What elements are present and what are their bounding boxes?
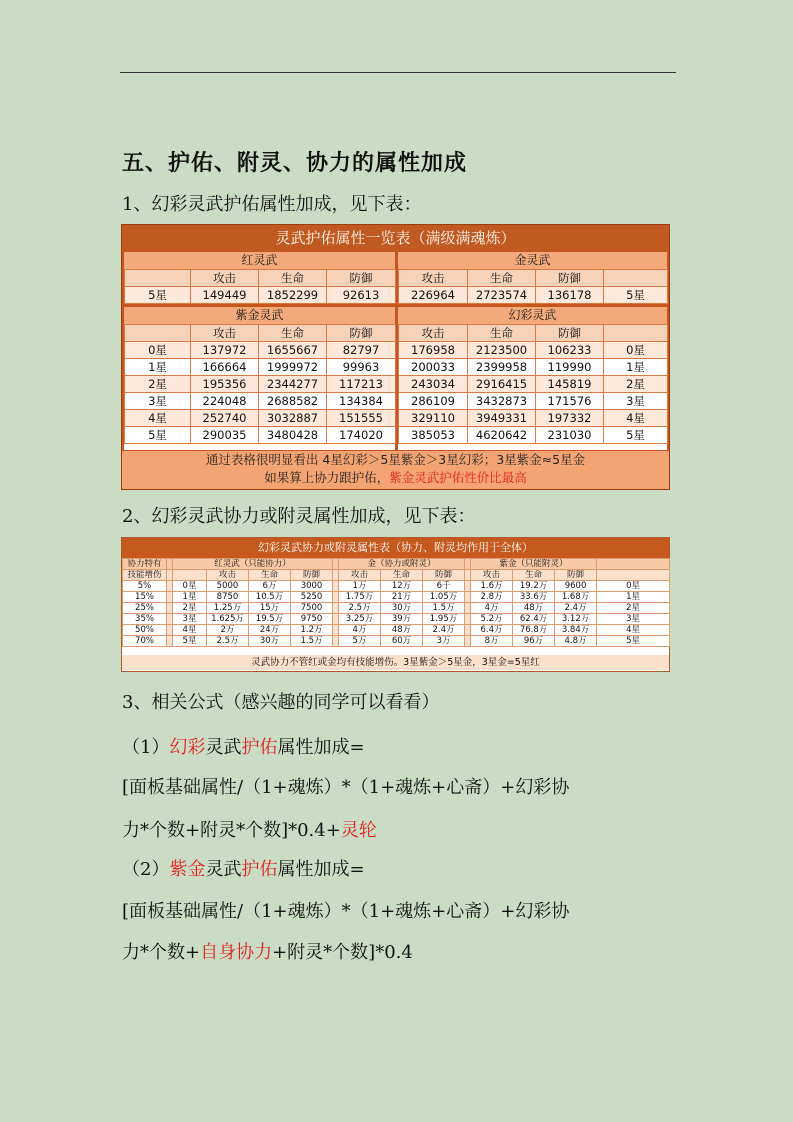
rainbow-header-cell xyxy=(604,325,668,342)
table-cell: 15% xyxy=(123,592,167,603)
table-cell: 1.625万 xyxy=(207,614,249,625)
corner-label-2: 技能增伤 xyxy=(123,570,167,581)
table-cell: 5250 xyxy=(291,592,333,603)
table-cell: 197332 xyxy=(536,410,604,427)
table-cell: 0星 xyxy=(604,342,668,359)
table-row xyxy=(123,592,670,603)
table1-footer xyxy=(122,451,669,489)
formula-1-rainbow: 幻彩 xyxy=(169,737,206,758)
table-cell: 4星 xyxy=(125,410,191,427)
red-hp-header: 生命 xyxy=(249,570,291,581)
rainbow-header-cell: 攻击 xyxy=(399,325,468,342)
gold-header-cell: 防御 xyxy=(536,270,604,287)
table-cell: 166664 xyxy=(191,359,259,376)
formula-1-line3 xyxy=(122,816,377,842)
table-cell: 3.84万 xyxy=(555,625,597,636)
table-cell: 0星 xyxy=(125,342,191,359)
formula-2-line3 xyxy=(122,938,413,964)
table-cell: 2123500 xyxy=(468,342,536,359)
table-row xyxy=(123,603,670,614)
group-red-header: 红灵武（只能协力） xyxy=(173,559,333,570)
formula-2-line3-text: 力*个数+ xyxy=(122,942,201,963)
table-cell: 145819 xyxy=(536,376,604,393)
table-cell: 1星 xyxy=(597,592,670,603)
corner-label-1: 协力特有 xyxy=(123,559,167,570)
table-cell: 151555 xyxy=(327,410,396,427)
table-cell: 35% xyxy=(123,614,167,625)
table-cell: 2万 xyxy=(207,625,249,636)
table-cell: 4星 xyxy=(597,625,670,636)
table-row xyxy=(399,376,668,393)
table-row xyxy=(125,287,396,304)
table-cell: 2688582 xyxy=(259,393,327,410)
table-cell: 5% xyxy=(123,581,167,592)
table-row xyxy=(125,376,396,393)
gold-weapon-block xyxy=(398,252,667,301)
table-cell: 286109 xyxy=(399,393,468,410)
table-cell: 1852299 xyxy=(259,287,327,304)
table-cell: 3星 xyxy=(125,393,191,410)
table-cell: 24万 xyxy=(249,625,291,636)
table-cell: 62.4万 xyxy=(513,614,555,625)
table-cell: 2916415 xyxy=(468,376,536,393)
red-header-cell xyxy=(125,270,191,287)
purple-weapon-header: 紫金灵武 xyxy=(124,307,395,324)
red-attack-header: 攻击 xyxy=(207,570,249,581)
table-cell: 137972 xyxy=(191,342,259,359)
table-cell: 2.4万 xyxy=(423,625,465,636)
table-row xyxy=(123,625,670,636)
table-cell: 224048 xyxy=(191,393,259,410)
footer-line2-highlight: 紫金灵武护佑性价比最高 xyxy=(389,470,527,485)
gold-attack-header: 攻击 xyxy=(339,570,381,581)
formula-2-purple: 紫金 xyxy=(169,859,206,880)
table-cell: 3星 xyxy=(173,614,207,625)
table1-title: 灵武护佑属性一览表（满级满魂炼） xyxy=(122,225,669,251)
table-cell: 1.05万 xyxy=(423,592,465,603)
table-cell: 329110 xyxy=(399,410,468,427)
table1-footer-line2 xyxy=(122,469,669,487)
purple-header-cell: 防御 xyxy=(327,325,396,342)
formula-1-guard: 护佑 xyxy=(241,737,278,758)
table-row xyxy=(123,636,670,647)
table-cell: 252740 xyxy=(191,410,259,427)
item-1-heading: 1、幻彩灵武护佑属性加成，见下表： xyxy=(122,194,422,215)
table-cell: 4星 xyxy=(604,410,668,427)
gold-weapon-grid xyxy=(398,269,668,304)
rainbow-header-cell: 生命 xyxy=(468,325,536,342)
table-cell: 5星 xyxy=(125,427,191,444)
red-def-header: 防御 xyxy=(291,570,333,581)
table-cell: 200033 xyxy=(399,359,468,376)
table-cell: 2.8万 xyxy=(471,592,513,603)
table-row xyxy=(399,410,668,427)
table-cell: 3.25万 xyxy=(339,614,381,625)
table-cell: 1.2万 xyxy=(291,625,333,636)
table-cell: 226964 xyxy=(399,287,468,304)
item-3-heading: 3、相关公式（感兴趣的同学可以看看） xyxy=(122,692,440,713)
table-cell: 5星 xyxy=(604,287,668,304)
table2-title: 幻彩灵武协力或附灵属性表（协力、附灵均作用于全体） xyxy=(122,538,669,558)
table-cell: 5星 xyxy=(604,427,668,444)
red-header-cell: 攻击 xyxy=(191,270,259,287)
table-cell: 6.4万 xyxy=(471,625,513,636)
table-cell: 8750 xyxy=(207,592,249,603)
table-cell: 4620642 xyxy=(468,427,536,444)
table-cell: 96万 xyxy=(513,636,555,647)
table-cell: 1星 xyxy=(604,359,668,376)
purple-def-header: 防御 xyxy=(555,570,597,581)
table-cell: 149449 xyxy=(191,287,259,304)
red-weapon-header: 红灵武 xyxy=(124,252,395,269)
table-row xyxy=(399,393,668,410)
table-cell: 2.4万 xyxy=(555,603,597,614)
purple-attack-header: 攻击 xyxy=(471,570,513,581)
table-cell: 385053 xyxy=(399,427,468,444)
table-cell: 6万 xyxy=(249,581,291,592)
red-weapon-grid xyxy=(124,269,396,304)
formula-2-line2: [面板基础属性/（1+魂炼）*（1+魂炼+心斋）+幻彩协 xyxy=(122,901,570,922)
rainbow-weapon-block xyxy=(398,307,667,450)
table-cell: 2399958 xyxy=(468,359,536,376)
table-cell: 1655667 xyxy=(259,342,327,359)
assist-attribute-table xyxy=(121,537,670,672)
formula-1-spirit-wheel: 灵轮 xyxy=(340,820,377,841)
table-cell: 5星 xyxy=(173,636,207,647)
table-cell: 5星 xyxy=(125,287,191,304)
table-row xyxy=(399,342,668,359)
red-weapon-block xyxy=(124,252,395,301)
table-cell: 1.5万 xyxy=(291,636,333,647)
table-cell: 3万 xyxy=(423,636,465,647)
table-cell: 4星 xyxy=(173,625,207,636)
table-cell: 290035 xyxy=(191,427,259,444)
table-cell: 25% xyxy=(123,603,167,614)
table-row xyxy=(399,427,668,444)
table-cell: 117213 xyxy=(327,376,396,393)
table-cell: 3000 xyxy=(291,581,333,592)
table-cell: 176958 xyxy=(399,342,468,359)
table-cell: 92613 xyxy=(327,287,396,304)
red-header-cell: 生命 xyxy=(259,270,327,287)
table-cell: 243034 xyxy=(399,376,468,393)
table-cell: 1.95万 xyxy=(423,614,465,625)
formula-2-self-assist: 自身协力 xyxy=(200,942,273,963)
formula-1-prefix: （1） xyxy=(122,737,170,758)
table-row xyxy=(125,359,396,376)
gold-header-cell: 攻击 xyxy=(399,270,468,287)
table-cell: 60万 xyxy=(381,636,423,647)
top-rule xyxy=(120,72,676,73)
table-cell: 99963 xyxy=(327,359,396,376)
table-cell: 119990 xyxy=(536,359,604,376)
formula-2-prefix: （2） xyxy=(122,859,170,880)
table-cell: 1.68万 xyxy=(555,592,597,603)
table-cell: 15万 xyxy=(249,603,291,614)
table-cell: 2星 xyxy=(173,603,207,614)
table-cell: 3949331 xyxy=(468,410,536,427)
rainbow-header-cell: 防御 xyxy=(536,325,604,342)
rainbow-weapon-header: 幻彩灵武 xyxy=(398,307,667,324)
table-cell: 8万 xyxy=(471,636,513,647)
formula-2-line3-suffix: +附灵*个数]*0.4 xyxy=(272,942,413,963)
table-row xyxy=(399,359,668,376)
table-row xyxy=(125,393,396,410)
table-cell: 21万 xyxy=(381,592,423,603)
table-cell: 48万 xyxy=(513,603,555,614)
table2-footer: 灵武协力不管红或金均有技能增伤。3星紫金＞5星金，3星金=5星红 xyxy=(122,655,669,670)
table-cell: 1.5万 xyxy=(423,603,465,614)
table-cell: 5万 xyxy=(339,636,381,647)
purple-weapon-grid xyxy=(124,324,396,444)
section-title: 五、护佑、附灵、协力的属性加成 xyxy=(122,151,468,176)
table-cell: 3星 xyxy=(604,393,668,410)
purple-hp-header: 生命 xyxy=(513,570,555,581)
table-cell: 1星 xyxy=(125,359,191,376)
table-cell: 7500 xyxy=(291,603,333,614)
purple-header-cell: 生命 xyxy=(259,325,327,342)
footer-line2-text: 如果算上协力跟护佑， xyxy=(264,470,390,485)
table-cell: 76.8万 xyxy=(513,625,555,636)
table-cell: 1星 xyxy=(173,592,207,603)
table-cell: 2723574 xyxy=(468,287,536,304)
formula-2-weapon: 灵武 xyxy=(205,859,242,880)
formula-2-suffix: 属性加成= xyxy=(277,859,365,880)
group-gold-header: 金（协力或附灵） xyxy=(339,559,465,570)
table-cell: 33.6万 xyxy=(513,592,555,603)
rainbow-weapon-grid xyxy=(398,324,668,444)
table-cell: 2星 xyxy=(125,376,191,393)
table-cell: 12万 xyxy=(381,581,423,592)
table-cell: 4万 xyxy=(471,603,513,614)
gold-header-cell: 生命 xyxy=(468,270,536,287)
table-cell: 3032887 xyxy=(259,410,327,427)
table-cell: 3星 xyxy=(597,614,670,625)
table-row xyxy=(123,614,670,625)
assist-grid xyxy=(122,558,670,647)
table-cell: 2星 xyxy=(597,603,670,614)
table-cell: 136178 xyxy=(536,287,604,304)
table-cell: 106233 xyxy=(536,342,604,359)
table-cell: 1.75万 xyxy=(339,592,381,603)
table-cell: 1999972 xyxy=(259,359,327,376)
table-cell: 9600 xyxy=(555,581,597,592)
formula-1-suffix: 属性加成= xyxy=(277,737,365,758)
table-cell: 50% xyxy=(123,625,167,636)
formula-1-line2: [面板基础属性/（1+魂炼）*（1+魂炼+心斋）+幻彩协 xyxy=(122,777,570,798)
table-row xyxy=(125,342,396,359)
gold-weapon-header: 金灵武 xyxy=(398,252,667,269)
table1-footer-line1: 通过表格很明显看出 4星幻彩＞5星紫金＞3星幻彩；3星紫金≈5星金 xyxy=(205,452,586,467)
table-cell: 1.25万 xyxy=(207,603,249,614)
table-cell: 134384 xyxy=(327,393,396,410)
gold-def-header: 防御 xyxy=(423,570,465,581)
table-cell: 3.12万 xyxy=(555,614,597,625)
guard-attribute-table xyxy=(121,224,670,490)
table-cell: 171576 xyxy=(536,393,604,410)
table-cell: 5.2万 xyxy=(471,614,513,625)
table-cell: 6千 xyxy=(423,581,465,592)
gold-header-cell xyxy=(604,270,668,287)
formula-1-line3-text: 力*个数+附灵*个数]*0.4+ xyxy=(122,820,341,841)
table-row xyxy=(125,410,396,427)
table-cell: 10.5万 xyxy=(249,592,291,603)
table-cell: 174020 xyxy=(327,427,396,444)
table-cell: 39万 xyxy=(381,614,423,625)
table-cell: 2.5万 xyxy=(339,603,381,614)
formula-1-title xyxy=(122,733,365,759)
table-cell: 9750 xyxy=(291,614,333,625)
item-2-heading: 2、幻彩灵武协力或附灵属性加成，见下表： xyxy=(122,506,476,527)
group-purple-header: 紫金（只能附灵） xyxy=(471,559,597,570)
table-cell: 231030 xyxy=(536,427,604,444)
table-cell: 3432873 xyxy=(468,393,536,410)
gold-hp-header: 生命 xyxy=(381,570,423,581)
table-row xyxy=(399,287,668,304)
table-row xyxy=(123,581,670,592)
purple-weapon-block xyxy=(124,307,395,450)
table-cell: 195356 xyxy=(191,376,259,393)
table-cell: 48万 xyxy=(381,625,423,636)
table-cell: 2344277 xyxy=(259,376,327,393)
table-cell: 82797 xyxy=(327,342,396,359)
table-cell: 70% xyxy=(123,636,167,647)
formula-1-weapon: 灵武 xyxy=(205,737,242,758)
table-cell: 30万 xyxy=(249,636,291,647)
table-cell: 2星 xyxy=(604,376,668,393)
formula-2-title xyxy=(122,855,365,881)
purple-header-cell xyxy=(125,325,191,342)
purple-header-cell: 攻击 xyxy=(191,325,259,342)
table-cell: 30万 xyxy=(381,603,423,614)
formula-2-guard: 护佑 xyxy=(241,859,278,880)
table-cell: 4万 xyxy=(339,625,381,636)
table-cell: 19.5万 xyxy=(249,614,291,625)
table-cell: 5星 xyxy=(597,636,670,647)
table-cell: 2.5万 xyxy=(207,636,249,647)
table-cell: 0星 xyxy=(173,581,207,592)
table-row xyxy=(125,427,396,444)
table-cell: 0星 xyxy=(597,581,670,592)
red-header-cell: 防御 xyxy=(327,270,396,287)
table-cell: 5000 xyxy=(207,581,249,592)
table-cell: 1万 xyxy=(339,581,381,592)
table-cell: 3480428 xyxy=(259,427,327,444)
table-cell: 4.8万 xyxy=(555,636,597,647)
table-cell: 19.2万 xyxy=(513,581,555,592)
table-cell: 1.6万 xyxy=(471,581,513,592)
